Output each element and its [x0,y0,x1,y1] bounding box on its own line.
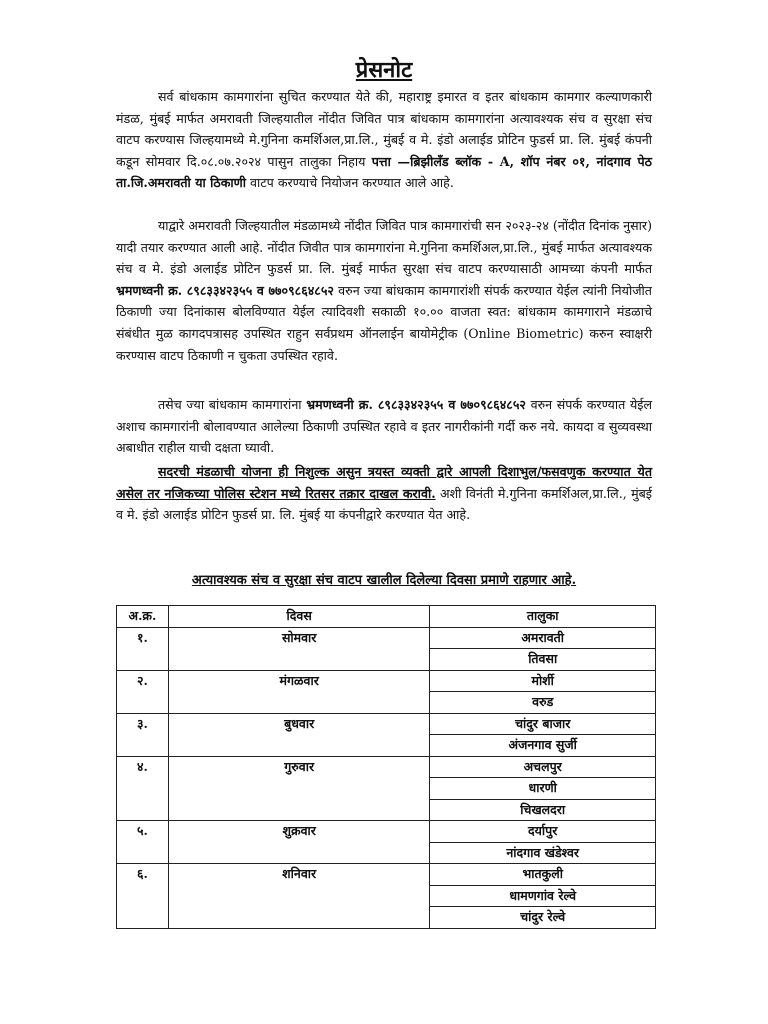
table-row [117,864,656,886]
cell-taluka: धारणी [430,778,656,800]
cell-serial: २. [117,670,169,713]
contact-phone: भ्रमणध्वनी क्र. ८९८३३४२३५५ व ७७०९८६४८५२ [306,397,526,412]
cell-day: सोमवार [168,627,429,670]
cell-taluka: अंजनगाव सुर्जी [430,735,656,757]
cell-taluka: नांदगाव खंडेश्वर [430,842,656,864]
cell-day: शनिवार [168,864,429,929]
cell-taluka: धामणगांव रेल्वे [430,885,656,907]
cell-taluka: मोर्शी [430,670,656,692]
warning-tail: अशी विनंती मे.गुनिना कमर्शिअल,प्रा.लि., मुंबई व मे. इंडो अलाईड प्रोटिन फुडर्स प्रा. लि. मुंबई या कंपनीद्वारे करण्यात येत आहे. [116,485,652,523]
table-row [117,821,656,843]
list-info-text: याद्वारे अमरावती जिल्हयातील मंडळामध्ये नोंदीत जिवित पात्र कामगारांची सन २०२३-२४ (नोंदीत दिनांक नुसार) यादी तयार करण्यात आली आहे. नोंदीत जिवीत पात्र कामगारांना मे.गुनिना कमर्शिअल,प्रा.लि., मुंबई मार्फत अत्यावश्यक संच व मे. इंडो अलाईड प्रोटिन फुडर्स प्रा. लि. मुंबई मार्फत सुरक्षा संच वाटप करण्यासाठी आमच्या कंपनी मार्फत [116,218,652,277]
schedule-table-body [117,627,656,928]
warning-text: सदरची मंडळाची योजना ही निशुल्क असुन त्रयस्त व्यक्ती द्वारे आपली दिशाभुल/फसवणुक करण्यात येत असेल तर नजिकच्या पोलिस स्टेशन मध्ये रितसर तक्रार दाखल करावी. [116,464,652,501]
intro-tail: वाटप करण्याचे नियोजन करण्यात आले आहे. [246,175,454,191]
intro-address: पत्ता —ब्रिझीलँड ब्लॉक - A, शॉप नंबर ०१, नांदगाव पेठ ता.जि.अमरावती या ठिकाणी [116,153,652,191]
cell-taluka: दर्यापुर [430,821,656,843]
paragraph-contact [116,394,652,459]
intro-text: सर्व बांधकाम कामगारांना सुचित करण्यात येते की, महाराष्ट्र इमारत व इतर बांधकाम कामगार कल्याणकारी मंडळ, मुंबई मार्फत अमरावती जिल्हयातील नोंदीत जिवित पात्र बांधकाम कामगारांना अत्यावश्यक संच व सुरक्षा संच वाटप करण्यास जिल्हयामध्ये मे.गुनिना कमर्शिअल,प्रा.लि., मुंबई व मे. इंडो अलाईड प्रोटिन फुडर्स प्रा. लि. मुंबई कंपनी कडून सोमवार दि.०८.०७.२०२४ पासुन तालुका निहाय [116,89,652,169]
table-row [117,756,656,778]
contact-text: तसेच ज्या बांधकाम कामगारांना [158,397,302,412]
schedule-table [116,605,656,929]
list-info-tail: वरुन ज्या बांधकाम कामगारांशी संपर्क करण्यात येईल त्यांनी नियोजीत ठिकाणी ज्या दिनांकास बोलविण्यात येईल त्यादिवशी सकाळी १०.०० वाजता स्वत: बांधकाम कामगाराने मंडळाचे संबंधीत मुळ कागदपत्रासह उपस्थित राहुन सर्वप्रथम ऑनलाईन बायोमेट्रीक (Online Biometric) करुन स्वाक्षरी करण्यास वाटप ठिकाणी न चुकता उपस्थित रहावे. [116,282,652,363]
table-row [117,627,656,649]
paragraph-list-info [116,215,652,366]
cell-day: गुरुवार [168,756,429,821]
cell-day: शुक्रवार [168,821,429,864]
contact-tail: वरुन संपर्क करण्यात येईल अशाच कामगारांनी बोलावण्यात आलेल्या ठिकाणी उपस्थित रहावे व इतर नागरीकांनी गर्दी करु नये. कायदा व सुव्यवस्था अबाधीत राहील याची दक्षता घ्यावी. [116,397,652,456]
cell-serial: १. [117,627,169,670]
cell-serial: ४. [117,756,169,821]
cell-taluka: भातकुली [430,864,656,886]
cell-taluka: चांदुर बाजार [430,713,656,735]
table-row [117,713,656,735]
cell-taluka: तिवसा [430,649,656,671]
paragraph-warning [116,461,652,526]
cell-day: मंगळवार [168,670,429,713]
table-header-row [117,606,656,628]
cell-taluka: चिखलदरा [430,799,656,821]
paragraph-intro [116,86,652,194]
header-taluka: तालुका [430,606,656,628]
schedule-heading: अत्यावश्यक संच व सुरक्षा संच वाटप खालील दिलेल्या दिवसा प्रमाणे राहणार आहे. [191,573,577,588]
header-serial: अ.क्र. [117,606,169,628]
cell-serial: ५. [117,821,169,864]
cell-taluka: चांदुर रेल्वे [430,907,656,929]
cell-taluka: अमरावती [430,627,656,649]
cell-serial: ३. [117,713,169,756]
cell-taluka: अचलपुर [430,756,656,778]
cell-day: बुधवार [168,713,429,756]
list-info-phone: भ्रमणध्वनी क्र. ८९८३३४२३५५ व ७७०९८६४८५२ [116,282,334,298]
cell-serial: ६. [117,864,169,929]
table-row [117,670,656,692]
cell-taluka: वरुड [430,692,656,714]
page-title: प्रेसनोट [355,58,413,83]
header-day: दिवस [168,606,429,628]
